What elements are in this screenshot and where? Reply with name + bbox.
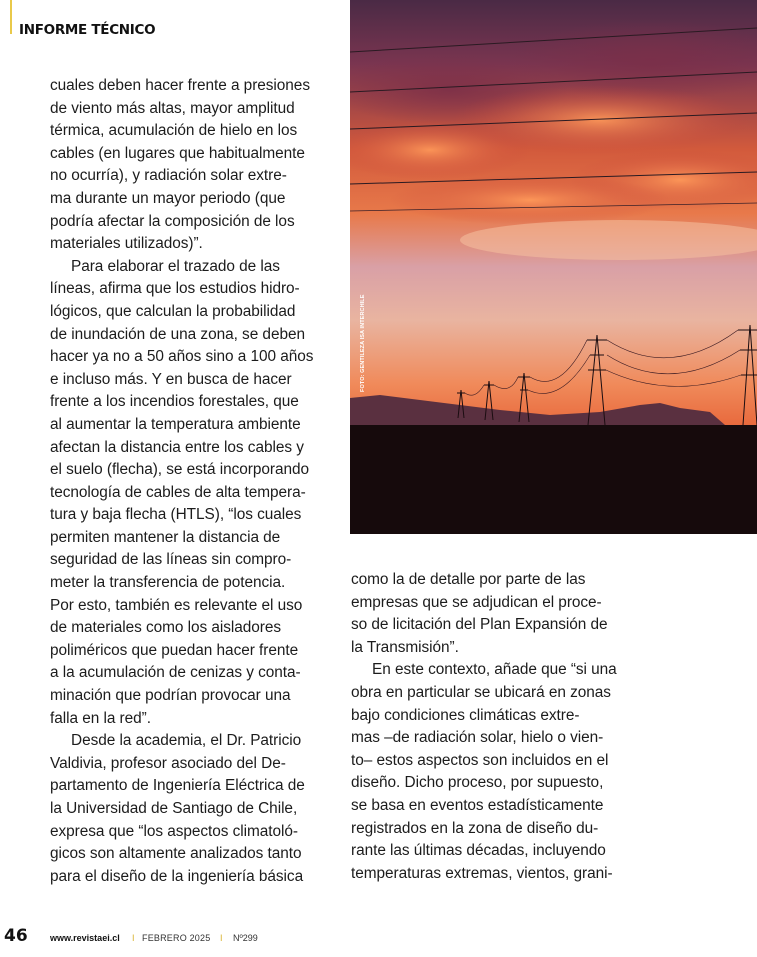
text-line: la Universidad de Santiago de Chile, (50, 800, 298, 817)
text-line: diseño. Dicho proceso, por supuesto, (351, 774, 604, 792)
text-line: el suelo (flecha), se está incorporando (50, 461, 309, 479)
text-line: expresa que “los aspectos climatoló- (50, 822, 298, 840)
footer-separator: I (132, 933, 135, 943)
text-line: permiten mantener la distancia de (50, 528, 281, 546)
text-line: mas –de radiación solar, hielo o vien- (351, 729, 604, 747)
text-line: ma durante un mayor periodo (que (50, 189, 286, 207)
text-line: no ocurría), y radiación solar extre- (50, 167, 287, 185)
sunset-power-lines-image (350, 0, 757, 534)
text-line: hacer ya no a 50 años sino a 100 años (50, 348, 314, 366)
text-line: meter la transferencia de potencia. (50, 574, 286, 592)
text-line: to– estos aspectos son incluidos en el (351, 751, 609, 769)
text-line: de viento más altas, mayor amplitud (50, 99, 295, 117)
text-line: de materiales como los aisladores (50, 619, 282, 637)
text-line: temperaturas extremas, vientos, grani- (351, 864, 613, 882)
text-line: empresas que se adjudican el proce- (351, 593, 602, 611)
text-line: la Transmisión”. (351, 638, 459, 656)
text-line: seguridad de las líneas sin compro- (50, 551, 292, 569)
article-column-right (351, 569, 641, 885)
text-line: falla en la red”. (50, 709, 151, 727)
issue-number: Nº299 (233, 933, 258, 943)
text-line: cuales deben hacer frente a presiones (50, 77, 310, 94)
text-line: rante las últimas décadas, incluyendo (351, 842, 606, 860)
text-line: lógicos, que calculan la probabilidad (50, 302, 296, 320)
text-line: cables (en lugares que habitualmente (50, 144, 305, 162)
article-column-left (50, 75, 340, 888)
text-line: obra en particular se ubicará en zonas (351, 683, 611, 701)
page-number: 46 (4, 926, 28, 946)
text-line: poliméricos que puedan hacer frente (50, 641, 299, 659)
text-line: afectan la distancia entre los cables y (50, 438, 304, 456)
text-line: frente a los incendios forestales, que (50, 393, 299, 411)
section-title: INFORME TÉCNICO (19, 22, 156, 38)
text-line: registrados en la zona de diseño du- (351, 819, 599, 837)
footer-separator: I (220, 933, 223, 943)
page-footer (0, 928, 757, 948)
text-line: térmica, acumulación de hielo en los (50, 122, 298, 140)
section-accent-bar (10, 0, 12, 34)
article-photo (350, 0, 757, 534)
text-line: podría afectar la composición de los (50, 212, 295, 230)
text-line: partamento de Ingeniería Eléctrica de (50, 777, 305, 795)
text-line: Por esto, también es relevante el uso (50, 596, 303, 614)
text-line: se basa en eventos estadísticamente (351, 796, 604, 814)
text-line: tecnología de cables de alta tempera- (50, 483, 306, 501)
text-line: tura y baja flecha (HTLS), “los cuales (50, 506, 302, 524)
text-line: Para elaborar el trazado de las (71, 257, 280, 275)
text-line: gicos son altamente analizados tanto (50, 845, 302, 863)
text-line: al aumentar la temperatura ambiente (50, 415, 301, 433)
text-line: Valdivia, profesor asociado del De- (50, 754, 286, 772)
website-link[interactable]: www.revistaei.cl (50, 933, 120, 943)
text-line: para el diseño de la ingeniería básica (50, 867, 304, 885)
text-line: de inundación de una zona, se deben (50, 325, 305, 343)
text-line: minación que podrían provocar una (50, 687, 291, 705)
text-line: a la acumulación de cenizas y conta- (50, 664, 301, 682)
text-line: e incluso más. Y en busca de hacer (50, 370, 292, 388)
text-line: bajo condiciones climáticas extre- (351, 706, 580, 724)
text-line: En este contexto, añade que “si una (372, 661, 617, 679)
text-line: materiales utilizados)”. (50, 235, 203, 253)
text-line: Desde la academia, el Dr. Patricio (71, 732, 302, 750)
photo-credit: FOTO: GENTILEZA ISA INTERCHILE (360, 294, 366, 392)
text-line: como la de detalle por parte de las (351, 571, 586, 588)
text-line: so de licitación del Plan Expansión de (351, 616, 608, 634)
text-line: líneas, afirma que los estudios hidro- (50, 280, 300, 298)
issue-date: FEBRERO 2025 (142, 933, 211, 943)
